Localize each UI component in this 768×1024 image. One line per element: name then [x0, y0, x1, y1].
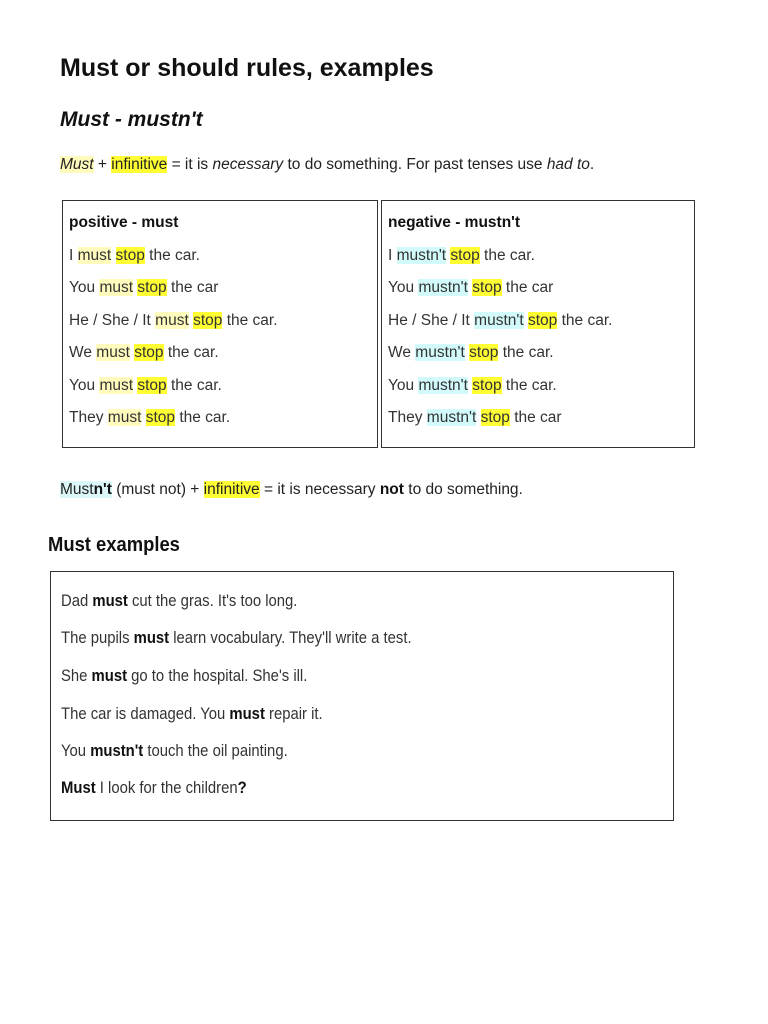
row-modal: must: [96, 344, 130, 361]
example-modal: must: [133, 629, 170, 647]
positive-row: [69, 344, 219, 362]
row-verb: stop: [137, 377, 167, 394]
row-verb: stop: [137, 279, 167, 296]
positive-row: [69, 279, 218, 297]
conjugation-table: [62, 200, 696, 450]
row-modal: must: [99, 377, 134, 394]
row-verb: stop: [472, 279, 502, 296]
example-pre: She: [61, 667, 92, 685]
negative-row: [388, 247, 535, 265]
row-tail: the car.: [226, 312, 278, 329]
row-verb: stop: [134, 344, 164, 361]
row-subject: You: [69, 377, 96, 394]
row-tail: the car.: [167, 344, 219, 361]
row-tail: the car.: [505, 377, 557, 394]
example-modal: must: [229, 705, 265, 723]
negative-row: [388, 279, 553, 297]
row-subject: He / She / It: [69, 312, 151, 329]
row-subject: I: [69, 247, 74, 264]
example-post: cut the gras. It's too long.: [127, 592, 298, 610]
row-tail: the car.: [561, 312, 613, 329]
page-title: Must or should rules, examples: [60, 54, 434, 82]
row-modal: mustn't: [418, 279, 468, 296]
rule-eq: = it is: [167, 156, 213, 173]
row-tail: the car: [514, 409, 562, 426]
row-modal: must: [99, 279, 134, 296]
row-verb: stop: [469, 344, 499, 361]
row-verb: stop: [115, 247, 145, 264]
positive-row: [69, 312, 278, 330]
row-modal: mustn't: [418, 377, 468, 394]
example-sentence: [61, 629, 412, 648]
rule2-rest: to do something.: [403, 481, 523, 498]
examples-title: Must examples: [48, 534, 180, 556]
example-sentence: [61, 592, 297, 611]
row-verb: stop: [193, 312, 223, 329]
example-pre: The car is damaged. You: [61, 705, 230, 723]
example-sentence: [61, 667, 307, 686]
example-sentence: [61, 742, 288, 761]
row-subject: They: [69, 409, 104, 426]
positive-column: [62, 200, 378, 448]
negative-column: [381, 200, 695, 448]
row-verb: stop: [527, 312, 558, 329]
example-modal: must: [91, 667, 128, 685]
rule-end: .: [589, 156, 595, 173]
rule2-nt: n't: [93, 481, 112, 498]
positive-header: positive - must: [69, 214, 179, 231]
row-modal: mustn't: [474, 312, 524, 329]
rule2-eq: = it is necessary: [259, 481, 380, 498]
positive-row: [69, 409, 230, 427]
row-subject: You: [388, 279, 415, 296]
example-modal: must: [92, 592, 128, 610]
row-tail: the car.: [179, 409, 231, 426]
rule-plus: +: [93, 156, 112, 173]
example-sentence: [61, 705, 323, 724]
row-modal: mustn't: [426, 409, 477, 426]
row-subject: They: [388, 409, 423, 426]
example-post: I look for the children: [95, 779, 238, 797]
row-tail: the car: [505, 279, 554, 296]
positive-row: [69, 247, 200, 265]
mustnt-rule: [60, 481, 523, 499]
rule-infinitive: infinitive: [111, 156, 168, 173]
row-modal: must: [77, 247, 112, 264]
row-subject: We: [388, 344, 411, 361]
row-verb: stop: [145, 409, 175, 426]
row-subject: You: [69, 279, 96, 296]
rule-necessary: necessary: [212, 156, 284, 173]
row-modal: mustn't: [415, 344, 465, 361]
row-modal: mustn't: [396, 247, 447, 264]
negative-row: [388, 377, 557, 395]
example-post: repair it.: [264, 705, 323, 723]
example-post: go to the hospital. She's ill.: [127, 667, 308, 685]
rule-rest: to do something. For past tenses use: [283, 156, 547, 173]
row-verb: stop: [450, 247, 480, 264]
row-verb: stop: [472, 377, 502, 394]
row-tail: the car: [171, 279, 219, 296]
rule-had-to: had to: [546, 156, 590, 173]
negative-row: [388, 312, 612, 330]
row-modal: must: [107, 409, 142, 426]
example-pre: You: [61, 742, 91, 760]
rule2-infinitive: infinitive: [203, 481, 260, 498]
example-pre: The pupils: [61, 629, 134, 647]
negative-row: [388, 409, 562, 427]
example-pre: Dad: [61, 592, 93, 610]
examples-box: [50, 571, 674, 821]
row-subject: I: [388, 247, 393, 264]
row-subject: We: [69, 344, 92, 361]
row-subject: He / She / It: [388, 312, 470, 329]
example-end: ?: [237, 779, 247, 797]
example-modal: mustn't: [90, 742, 144, 760]
rule2-must-word: [60, 481, 112, 498]
example-post: learn vocabulary. They'll write a test.: [169, 629, 412, 647]
row-subject: You: [388, 377, 415, 394]
rule-must-word: Must: [60, 156, 94, 173]
example-sentence: [61, 779, 247, 798]
rule2-must: Must: [60, 481, 94, 498]
example-post: touch the oil painting.: [143, 742, 288, 760]
negative-header: negative - mustn't: [388, 214, 521, 231]
row-tail: the car.: [484, 247, 535, 264]
example-modal: Must: [61, 779, 96, 797]
must-rule: [60, 156, 594, 174]
row-tail: the car.: [502, 344, 554, 361]
row-modal: must: [155, 312, 189, 329]
row-tail: the car.: [149, 247, 200, 264]
row-tail: the car.: [171, 377, 222, 394]
section-title: Must - mustn't: [60, 108, 203, 131]
row-verb: stop: [480, 409, 510, 426]
negative-row: [388, 344, 554, 362]
rule2-paren: (must not) +: [111, 481, 204, 498]
positive-row: [69, 377, 222, 395]
rule2-not: not: [379, 481, 404, 498]
